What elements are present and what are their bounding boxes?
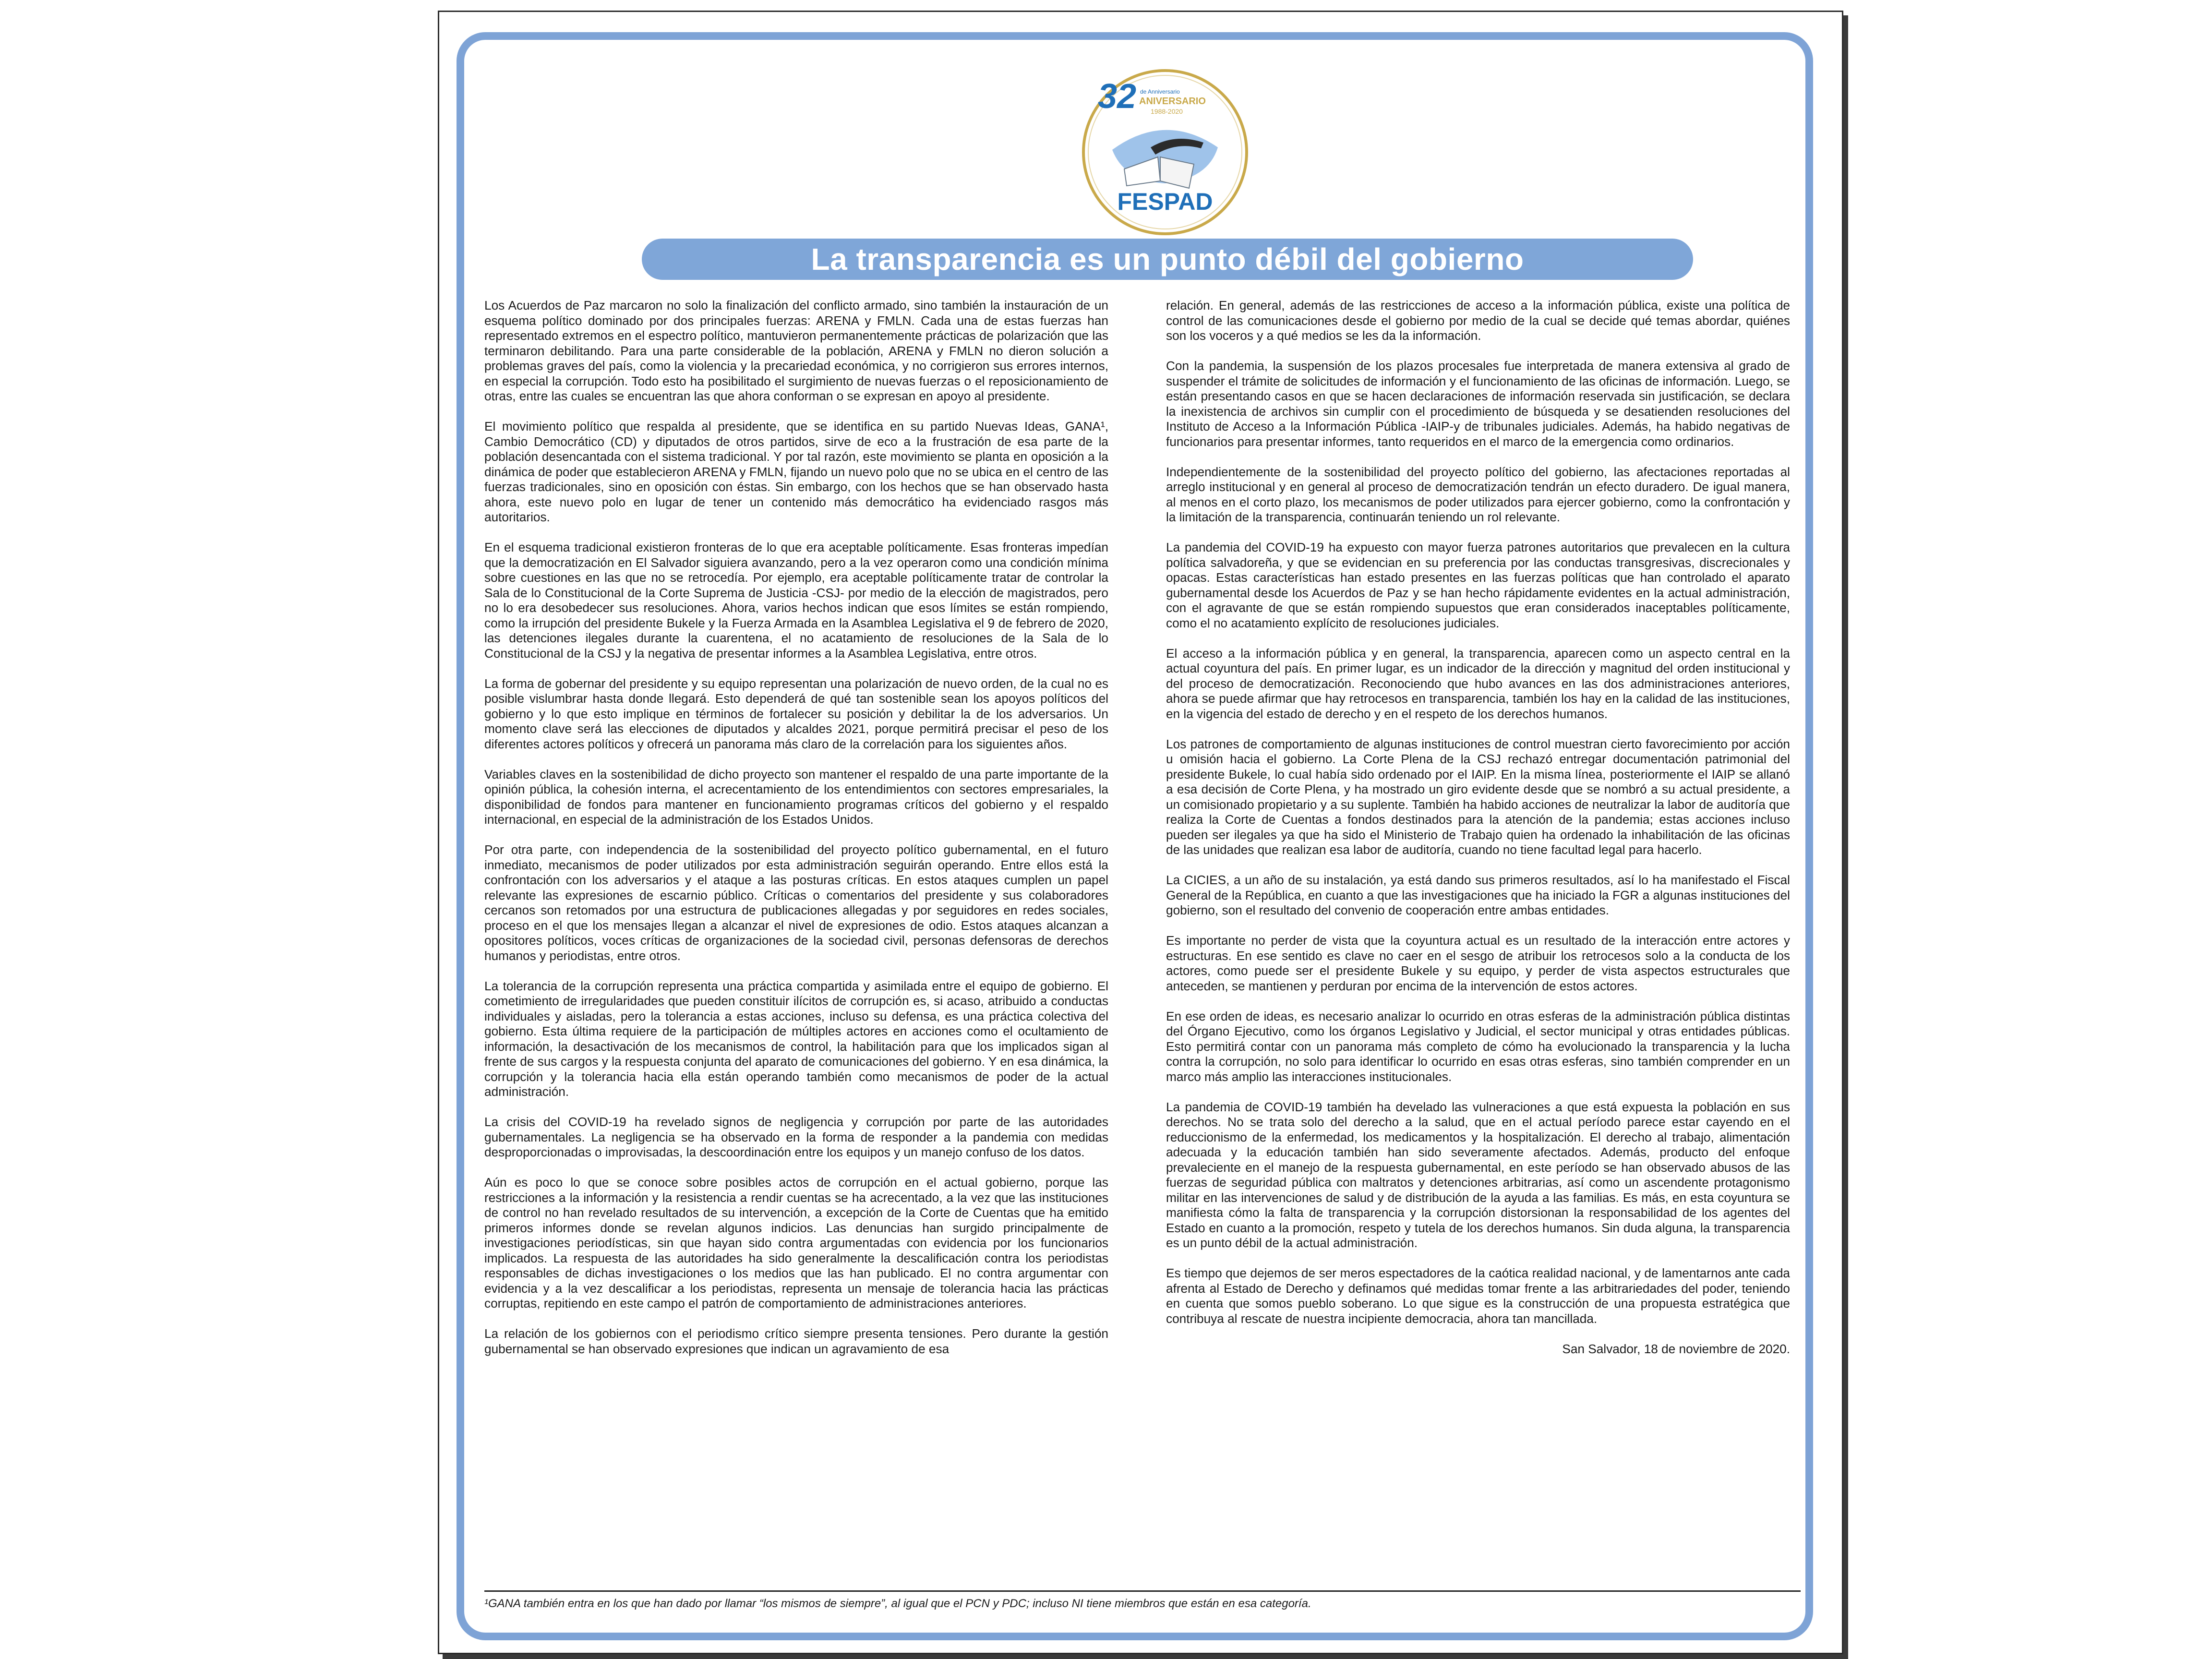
paragraph: La tolerancia de la corrupción representa una práctica compartida y asimilada entre el equipo de gobierno. El cometimiento de irregularidades que pueden constituir ilícitos de corrupción es, si acaso, atribuido a conductas individuales y aisladas, pero la tolerancia a estas acciones, incluso su defensa, es una práctica colectiva del gobierno. Esta última requiere de la participación de múltiples actores en acciones como el ocultamiento de información, la desactivación de los mecanismos de control, la habilitación para que los implicados sigan al frente de sus cargos y la respuesta conjunta del aparato de comunicaciones del gobierno. Y en esa dinámica, la corrupción y la tolerancia hacia ella están operando también como mecanismos de poder de la actual administración.	[484, 978, 1108, 1099]
svg-text:de Anniversario: de Anniversario	[1140, 88, 1180, 95]
signoff-date: San Salvador, 18 de noviembre de 2020.	[1562, 1341, 1790, 1356]
org-name: FESPAD	[1117, 188, 1213, 215]
paragraph: El movimiento político que respalda al presidente, que se identifica en su partido Nuevas Ideas, GANA¹, Cambio Democrático (CD) y diputados de otros partidos, sirve de eco a la frustración de esa parte de la población desencantada con el sistema tradicional. Y por tal razón, este movimiento se planta en oposición a la dinámica de poder que establecieron ARENA y FMLN, fijando un nuevo polo que no se ubica en el centro de las fuerzas tradicionales, sino en oposición con éstas. Sin embargo, con los hechos que se han observado hasta ahora, este nuevo polo en lugar de tener un contenido más democrático ha evidenciado rasgos más autoritarios.	[484, 419, 1109, 524]
paragraph: Independientemente de la sostenibilidad del proyecto político del gobierno, las afectaciones reportadas al arreglo institucional y en general al proceso de democratización tendrán un efecto duradero. De igual manera, al menos en el corto plazo, los mecanismos de poder utilizados para ejercer gobierno, como la confrontación y la limitación de la transparencia, continuarán teniendo un rol relevante.	[1166, 464, 1790, 524]
paragraph: La pandemia de COVID-19 también ha develado las vulneraciones a que está expuesta la población en sus derechos. No se trata solo del derecho a la salud, que en el actual período parece estar cayendo en el reduccionismo de la enfermedad, los medicamentos y la hospitalización. El derecho al trabajo, alimentación adecuada y la educación también han sido severamente afectados. Además, producto del enfoque prevaleciente en el manejo de la respuesta gubernamental, en este período se han observado abusos de las fuerzas de seguridad pública con maltratos y detenciones arbitrarias, así como un ascendente protagonismo militar en las intervenciones de salud y de distribución de la ayuda a las familias. Es más, en esta coyuntura se manifiesta cómo la falta de transparencia y la corrupción distorsionan la responsabilidad de los agentes del Estado en cuanto a la promoción, respeto y tutela de los derechos humanos. Sin duda alguna, la transparencia es un punto débil de la actual administración.	[1166, 1099, 1790, 1250]
paragraph: En el esquema tradicional existieron fronteras de lo que era aceptable políticamente. Esas fronteras impedían que la democratización en El Salvador siguiera avanzando, pero a la vez operaron como una condición mínima sobre cuestiones en las que no se retrocedía. Por ejemplo, era aceptable políticamente tratar de controlar la Sala de lo Constitucional de la Corte Suprema de Justicia -CSJ- por medio de la elección de magistrados, pero no lo era desobedecer sus resoluciones. Ahora, varios hechos indican que esos límites se están rompiendo, como la irrupción del presidente Bukele y la Fuerza Armada en la Asamblea Legislativa el 9 de febrero de 2020, las detenciones ilegales durante la cuarentena, el no acatamiento de resoluciones de la Sala de lo Constitucional de la CSJ y la negativa de presentar informes a la Asamblea Legislativa, entre otros.	[484, 540, 1108, 661]
paragraph: Los Acuerdos de Paz marcaron no solo la finalización del conflicto armado, sino también la instauración de un esquema político dominado por dos principales fuerzas: ARENA y FMLN. Cada una de estas fuerzas han representado extremos en el espectro político, mantuvieron permanentemente prácticas de polarización que las terminaron debilitando. Para una parte considerable de la población, ARENA y FMLN no dieron solución a problemas graves del país, como la violencia y la precariedad económica, y no corrigieron sus errores internos, en especial la corrupción. Todo esto ha posibilitado el surgimiento de nuevas fuerzas o el reposicionamiento de otras, entre las cuales se encuentran las que ahora conforman o se expresan en apoyo al presidente.	[484, 298, 1108, 403]
fespad-anniversary-logo	[1079, 66, 1251, 239]
paragraph: La forma de gobernar del presidente y su equipo representan una polarización de nuevo orden, de la cual no es posible vislumbrar hasta donde llegará. Esto dependerá de qué tan sostenible sean los apoyos políticos del gobierno y lo que esto implique en términos de fortalecer su posición y debilitar la de los adversarios. Un momento clave será las elecciones de diputados y alcaldes 2021, porque permitirá precisar el peso de los diferentes actores políticos y ofrecerá un panorama más claro de la correlación para los siguientes años.	[484, 676, 1108, 751]
anniversary-number: 32	[1098, 77, 1137, 116]
document-page	[438, 11, 1843, 1654]
page-border-frame	[457, 32, 1813, 1640]
paragraph: En ese orden de ideas, es necesario analizar lo ocurrido en otras esferas de la administración pública distintas del Órgano Ejecutivo, como los órganos Legislativo y Judicial, el sector municipal y otras entidades públicas. Esto permitirá contar con un panorama más completo de cómo ha evolucionado la transparencia y la lucha contra la corrupción, no solo para identificar lo ocurrido en esas otras esferas, sino también comprender en un marco más amplio las interacciones institucionales.	[1166, 1009, 1790, 1084]
paragraph: La pandemia del COVID-19 ha expuesto con mayor fuerza patrones autoritarios que prevalecen en la cultura política salvadoreña, y que se evidencian en su preferencia por las conductas transgresivas, discrecionales y opacas. Estas características han estado presentes en las fuerzas políticas que han controlado el aparato gubernamental desde los Acuerdos de Paz y se han hecho rápidamente evidentes en la actual administración, con el agravante de que se están rompiendo supuestos que eran considerados inaceptables políticamente, como el no acatamiento explícito de resoluciones judiciales.	[1166, 540, 1790, 630]
footnote: ¹GANA también entra en los que han dado por llamar “los mismos de siempre”, al igual que el PCN y PDC; incluso NI tiene miembros que están en esa categoría.	[484, 1597, 1311, 1610]
footnote-divider	[484, 1590, 1801, 1592]
paragraph: Por otra parte, con independencia de la sostenibilidad del proyecto político gubernamental, en el futuro inmediato, mecanismos de poder utilizados por esta administración seguirán operando. Entre ellos está la confrontación con los adversarios y el ataque a las posturas críticas. En estos ataques cumplen un papel relevante las expresiones de escarnio público. Críticas o comentarios del presidente y sus colaboradores cercanos son retomados por una estructura de publicaciones allegadas y por seguidores en redes sociales, proceso en el que los mensajes llegan a alcanzar el nivel de expresiones de odio. Estos ataques alcanzan a opositores políticos, voces críticas de organizaciones de la sociedad civil, personas defensoras de derechos humanos y periodistas, entre otros.	[484, 842, 1108, 963]
anniversary-label: ANIVERSARIO	[1139, 96, 1206, 107]
paragraph: La crisis del COVID-19 ha revelado signos de negligencia y corrupción por parte de las autoridades gubernamentales. La negligencia se ha observado en la forma de responder a la pandemia con medidas desproporcionadas o improvisadas, la descoordinación entre los equipos y un manejo confuso de los datos.	[484, 1115, 1108, 1159]
right-column	[1166, 298, 1790, 1372]
left-column	[484, 298, 1108, 1372]
paragraph: Los patrones de comportamiento de algunas instituciones de control muestran cierto favorecimiento por acción u omisión hacia el gobierno. La Corte Plena de la CSJ rechazó entregar documentación patrimonial del presidente Bukele, lo cual había sido ordenado por el IAIP. En la misma línea, posteriormente el IAIP se allanó a esa decisión de Corte Plena, y ha mostrado un giro evidente desde que se nombró a su actual presidente, a un comisionado propietario y a su suplente. También ha habido acciones de neutralizar la labor de auditoría que realiza la Corte de Cuentas a fondos destinados para la atención de la pandemia; estas acciones incluso pueden ser ilegales ya que ha sido el Ministerio de Trabajo quien ha ordenado la inhabilitación de las oficinas de las unidades que realizan esa labor de auditoría, cuando no tiene facultad legal para hacerlo.	[1166, 736, 1790, 857]
paragraph: Es importante no perder de vista que la coyuntura actual es un resultado de la interacción entre actores y estructuras. En ese sentido es clave no caer en el sesgo de atribuir los retrocesos solo a la conducta de los actores, como puede ser el presidente Bukele y su equipo, y perder de vista aspectos estructurales que anteceden, se mantienen y perduran por encima de la intervención de estos actores.	[1166, 933, 1790, 993]
paragraph: La relación de los gobiernos con el periodismo crítico siempre presenta tensiones. Pero durante la gestión gubernamental se han observado expresiones que indican un agravamiento de esa	[484, 1326, 1108, 1356]
paragraph: Es tiempo que dejemos de ser meros espectadores de la caótica realidad nacional, y de lamentarnos ante cada afrenta al Estado de Derecho y definamos qué medidas tomar frente a las arbitrariedades del poder, teniendo en cuenta que somos pueblo soberano. Lo que sigue es la construcción de una propuesta estratégica que contribuya al rescate de nuestra incipiente democracia, ahora tan mancillada.	[1166, 1266, 1790, 1326]
paragraph: Variables claves en la sostenibilidad de dicho proyecto son mantener el respaldo de una parte importante de la opinión pública, la cohesión interna, el acrecentamiento de los entendimientos con sectores empresariales, la disponibilidad de fondos para mantener en funcionamiento programas críticos del gobierno y el respaldo internacional, en especial de la administración de los Estados Unidos.	[484, 767, 1108, 827]
paragraph: El acceso a la información pública y en general, la transparencia, aparecen como un aspecto central en la actual coyuntura del país. En primer lugar, es un indicador de la dirección y magnitud del orden institucional y del proceso de democratización. Reconociendo que hubo avances en las dos administraciones anteriores, ahora se puede afirmar que hay retrocesos en transparencia, también los hay en la calidad de las instituciones, en la vigencia del estado de derecho y en el respeto de los derechos humanos.	[1166, 646, 1790, 721]
page-title: La transparencia es un punto débil del gobierno	[811, 242, 1524, 276]
anniversary-years: 1988-2020	[1151, 108, 1183, 115]
article-body	[484, 298, 1801, 1565]
paragraph: Aún es poco lo que se conoce sobre posibles actos de corrupción en el actual gobierno, porque las restricciones a la información y la resistencia a rendir cuentas se ha acrecentado, a la vez que las instituciones de control no han revelado resultados de su intervención, a excepción de la Corte de Cuentas que ha emitido primeros informes donde se revelan algunos indicios. Las denuncias han surgido principalmente de investigaciones periodísticas, sin que hayan sido contra argumentadas con evidencia por los funcionarios implicados. La respuesta de las autoridades ha sido generalmente la descalificación contra los periodistas responsables de dichas investigaciones o los medios que las han publicado. El no contra argumentar con evidencia y a la vez descalificar a los periodistas, representa un mensaje de tolerancia hacia las prácticas corruptas, repitiendo en este campo el patrón de comportamiento de administraciones anteriores.	[484, 1175, 1108, 1310]
title-banner	[642, 239, 1693, 280]
paragraph: La CICIES, a un año de su instalación, ya está dando sus primeros resultados, así lo ha manifestado el Fiscal General de la República, en cuanto a que las investigaciones que ha iniciado la FGR a algunas instituciones del gobierno, son el resultado del convenio de cooperación entre ambas entidades.	[1166, 873, 1790, 917]
paragraph: relación. En general, además de las restricciones de acceso a la información pública, existe una política de control de las comunicaciones desde el gobierno por medio de la cual se decide qué temas abordar, quiénes son los voceros y a qué medios se les da la información.	[1166, 298, 1790, 343]
paragraph: Con la pandemia, la suspensión de los plazos procesales fue interpretada de manera extensiva al grado de suspender el trámite de solicitudes de información y el funcionamiento de las oficinas de información. Luego, se están presentando casos en que se hacen declaraciones de información reservada sin justificación, se declara la inexistencia de archivos sin cumplir con el procedimiento de búsqueda y se desatienden resoluciones del Instituto de Acceso a la Información Pública -IAIP-y de tribunales judiciales. Además, ha habido negativas de funcionarios para presentar informes, tanto requeridos en el marco de la emergencia como ordinarios.	[1166, 359, 1790, 449]
